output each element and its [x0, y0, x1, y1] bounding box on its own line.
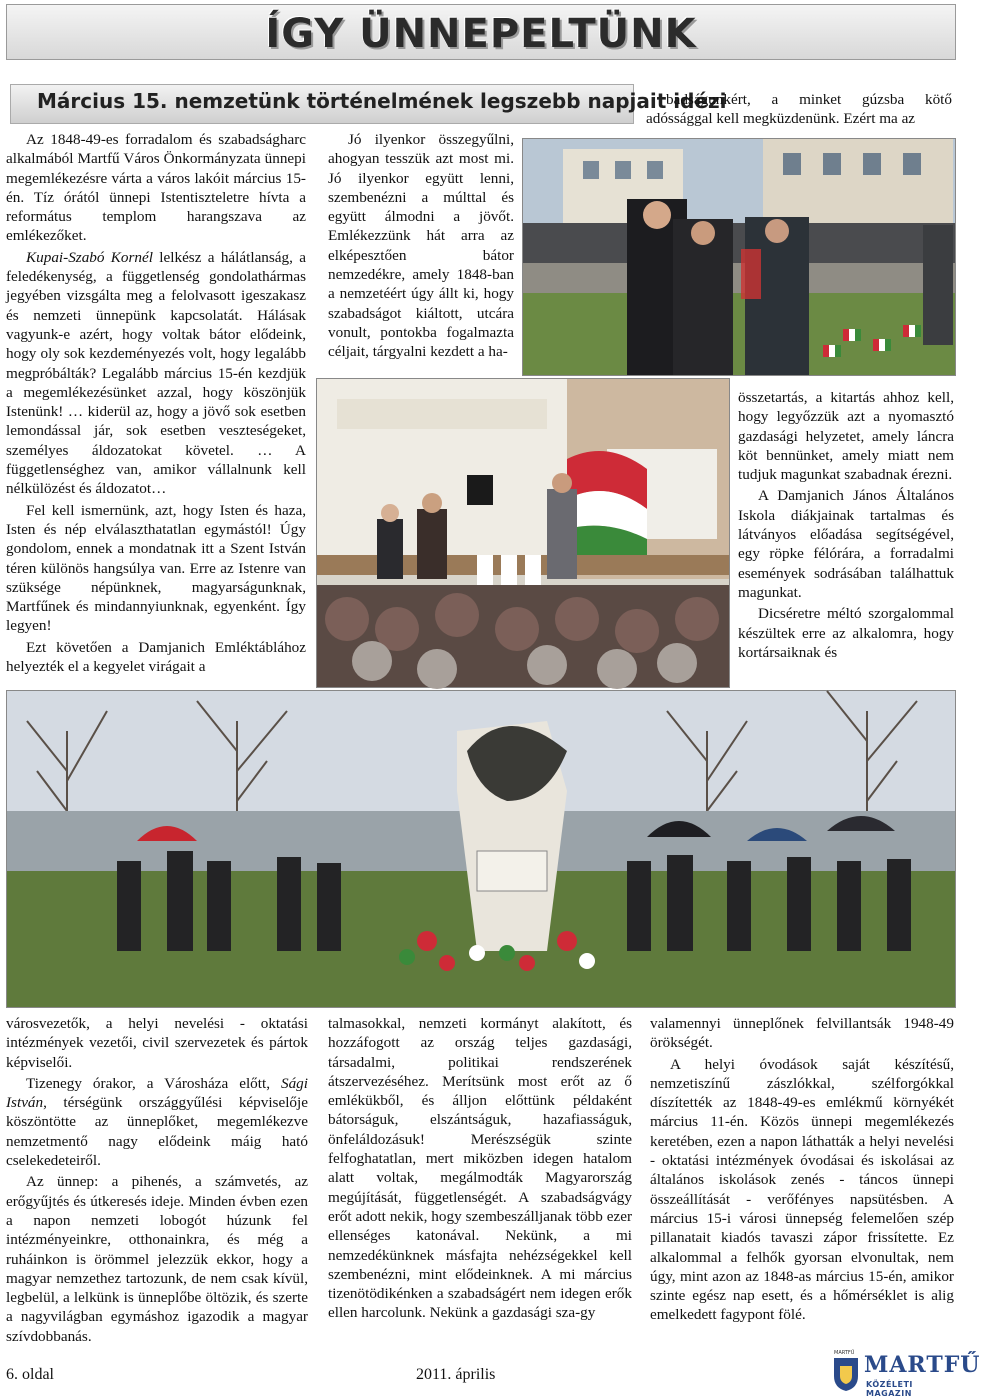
- article-column-3-top: [646, 90, 952, 131]
- crest-icon: [832, 1354, 860, 1392]
- article-column-3-mid: [738, 388, 954, 664]
- school-performance-photo: [316, 378, 730, 688]
- paragraph: A Damjanich János Általános Iskola diákjainak tartalmas és látványos előadása segítségével, egy röpke félórára, a forradalmi események sodrásában találhattuk magunkat.: [738, 487, 954, 601]
- person-name: Kupai-Szabó Kornél: [26, 248, 153, 266]
- paragraph: talmasokkal, nemzeti kormányt alakított, és hozzáfogott az ország teljes gazdasági, társadalmi, politikai rendszerének átszervezéséhez. Merítsünk most erőt az ő emlékükből, és álljon előttünk példaként bátorságuk, elszántságuk, hazafiasságuk, önfeláldozásuk! Merészségük szinte felfoghatatlan, mert miközben idegen hatalom alatt voltak, megálmodták Magyarország megújítását, függetlenségét. A szabadságvágy erőt adott nekik, hogy szembeszálljanak több ezer ellenséges katonával. Nekünk, a mi nemzedékünknek másfajta nehézségekkel kell szembenézni, mint elődeinknek. A mi március tizenötödikénken a szabadságért nem idegen erők ellen harcolunk. Nekünk a gazdasági sza-gy: [328, 1015, 632, 1322]
- paragraph: Az ünnep: a pihenés, a számvetés, az erőgyűjtés és útkeresés ideje. Minden évben ezen a napon nemzeti lobogót húzunk fel intézményeinkre, otthonainkra, és még a ruháinkon is örömmel jelezzük ekkor, hogy a magyar nemzethez tartozunk, de nem csak kívül, legbelül, a lelkünk is ünneplőbe öltözik, és szerte a nagyvilágban egymáshoz igazodik a magyar szívdobbanás.: [6, 1173, 308, 1345]
- article-title-box: [10, 84, 727, 124]
- paragraph: Ezt követően a Damjanich Emléktáblához helyezték el a kegyelet virágait a: [6, 638, 306, 676]
- paragraph: Dicséretre méltó szorgalommal készültek erre az alkalomra, hogy kortársaiknak és: [738, 605, 954, 661]
- paragraph: Tizenegy órakor, a Városháza előtt, Sági István, térségünk országgyűlési képviselője köszöntötte az ünneplőket, megemlékezve nemzetmentő nagy elődeink máig ható cselekedeteiről.: [6, 1074, 308, 1170]
- paragraph: A helyi óvodások saját készítésű, nemzetiszínű zászlókkal, szélforgókkal díszítették az 1848-49-es emlékmű környékét március 11-én. Közös ünnepi megemlékezés keretében, ezen a napon láthatták a helyi nevelési - oktatási intézmények óvodásai és iskolásai az általános iskolások zenés - táncos ünnepi összeállítását - verőfényes napsütésben. A március 15-i városi ünnepség felemelően szép pillanatait kiadós tavaszi zápor frissítette. Ez alkalommal a felhők gyorsan elvonultak, nem úgy, mint azon az 1848-as március 15-én, amikor szinte egész nap esett, és a hőmérséklet is alig emelkedett fagypont fölé.: [650, 1055, 954, 1324]
- paragraph: Az 1848-49-es forradalom és szabadságharc alkalmából Martfű Város Önkormányzata ünnepi megemlékezésre várta a város lakóit március 15-én. Tíz órától ünnepi Istentiszteletre hívta a református templom harangszava az emlékezőket.: [6, 131, 306, 245]
- person-name: Sági István: [6, 1074, 308, 1112]
- magazine-logo: MARTFŰ MARTFŰ KÖZÉLETI MAGAZIN: [834, 1350, 981, 1398]
- paragraph: Kupai-Szabó Kornél lelkész a hálátlanság, a feledékenység, a függetlenség gondolathármas jegyében vizsgálta meg a felolvasott igeszakasz és nemzeti ünnepünk kapcsolatát. Hálásak vagyunk-e azért, hogy voltak bátor elődeink, hogy oly sok kezdeményezés volt, hogy legalább megpróbálták? Legalább március 15-én kezdjük a megemlékezésünket azzal, hogy köszönjük Istenünk! … kiderül az, hogy a jövő sok esetben lemondással jár, sok esetben veszteségeket, személyes áldozatokat követel. … A függetlenséghez van, amikor vállalnunk kell nélkülözést és áldozatot…: [6, 248, 306, 498]
- section-banner: [6, 4, 956, 60]
- article-column-2: [328, 130, 514, 364]
- paragraph: városvezetők, a helyi nevelési - oktatási intézmények vezetői, civil szervezetek és pártok képviselői.: [6, 1015, 308, 1071]
- page-number: 6. oldal: [6, 1366, 54, 1383]
- section-title: ÍGY ÜNNEPELTÜNK: [265, 11, 697, 57]
- paragraph: Jó ilyenkor összegyűlni, ahogyan tesszük azt most mi. Jó ilyenkor együtt lenni, szembenézni a múlttal és együtt álmodni a jövőt. Emlékezzünk hát arra az elképesztően bátor nemzedékre, amely 1848-ban a nemzetéért úgy állt ki, hogy szabadságot kiáltott, utcára vonult, pontokba fogalmazta céljait, tárgyalni kezdett a ha-: [328, 131, 514, 361]
- ceremony-photo: [522, 138, 956, 376]
- paragraph: valamennyi ünneplőnek felvillantsák 1948-49 örökségét.: [650, 1015, 954, 1052]
- article-column-bottom-1: [6, 1014, 308, 1348]
- article-title: Március 15. nemzetünk történelmének legszebb napjait idézi: [37, 89, 727, 113]
- article-column-1: [6, 130, 306, 678]
- article-column-bottom-2: [328, 1014, 632, 1325]
- article-column-bottom-3: [650, 1014, 954, 1327]
- issue-date: 2011. április: [416, 1366, 496, 1383]
- paragraph: összetartás, a kitartás ahhoz kell, hogy legyőzzük azt a nyomasztó gazdasági helyzetet, amely láncra köt bennünket, amely miatt nem tudjuk magunkat szabadnak érezni.: [738, 389, 954, 484]
- paragraph: Fel kell ismernünk, azt, hogy Isten és haza, Isten és nép elválaszthatatlan egymástól! Úgy gondolom, ennek a mondatnak itt a Szent István téren különös hangsúlya van. Erre az Istenre van szüksége népünknek, magyarságunknak, Martfűnek és mindannyiunknak, egyenként. Így legyen!: [6, 501, 306, 635]
- monument-photo: [6, 690, 956, 1008]
- paragraph: badságunkért, a minket gúzsba kötő adóssággal kell megküzdenünk. Ezért ma az: [646, 91, 952, 128]
